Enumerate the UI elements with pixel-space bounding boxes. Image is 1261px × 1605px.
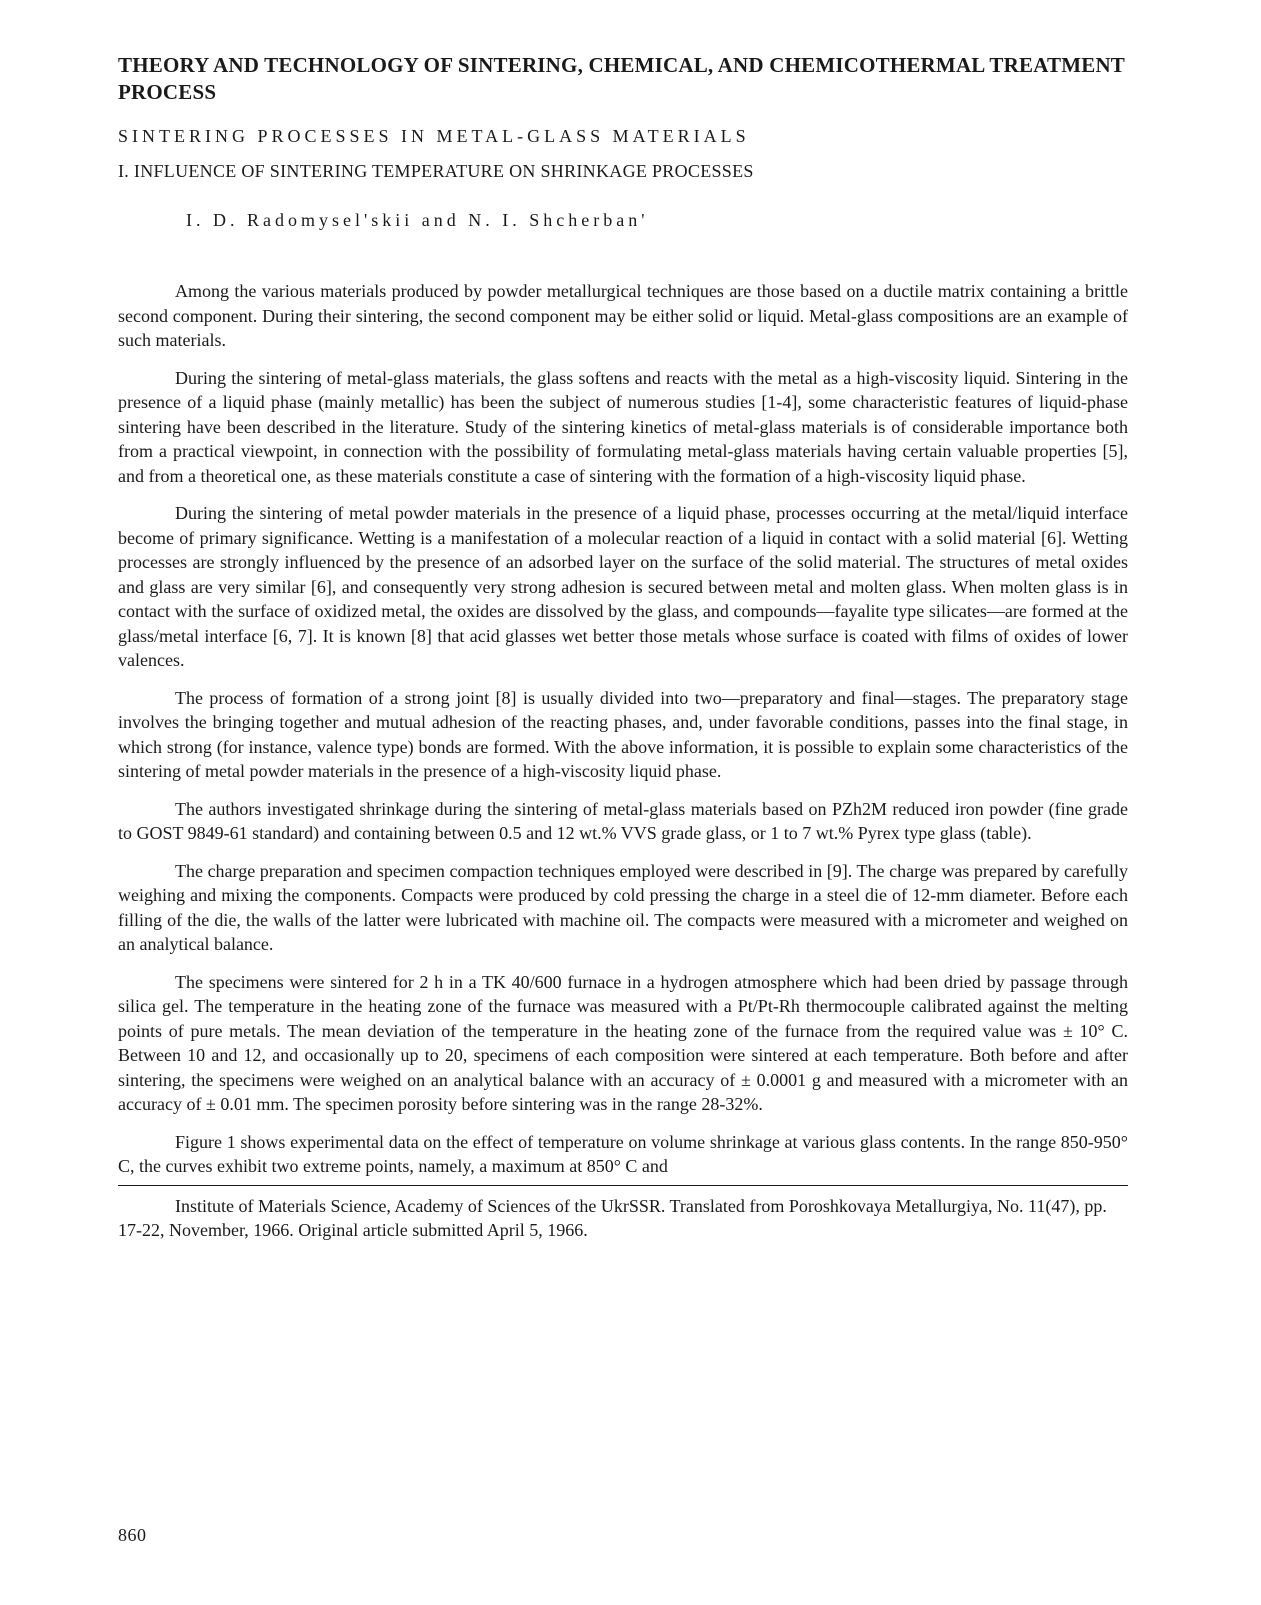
paragraph: The process of formation of a strong joint [8] is usually divided into two—preparatory and final—stages. The preparatory stage involves the bringing together and mutual adhesion of the reacting phases, and, under favorable conditions, passes into the final stage, in which strong (for instance, valence type) bonds are formed. With the above information, it is possible to explain some characteristics of the sintering of metal powder materials in the presence of a high-viscosity liquid phase. [118, 687, 1128, 781]
footnote: Institute of Materials Science, Academy of Sciences of the UkrSSR. Translated from Poroshkovaya Metallurgiya, No. 11(47), pp. 17-22, November, 1966. Original article submitted April 5, 1966. [118, 1195, 1107, 1240]
page-number: 860 [118, 1525, 147, 1545]
paragraph: During the sintering of metal-glass materials, the glass softens and reacts with the metal as a high-viscosity liquid. Sintering in the presence of a liquid phase (mainly metallic) has been the subject of numerous studies [1-4], some characteristic features of liquid-phase sintering have been described in the literature. Study of the sintering kinetics of metal-glass materials is of considerable importance both from a practical viewpoint, in connection with the possibility of formulating metal-glass materials having certain valuable properties [5], and from a theoretical one, as these materials constitute a case of sintering with the formation of a high-viscosity liquid phase. [118, 367, 1128, 486]
authors: I. D. Radomysel'skii and N. I. Shcherban' [186, 210, 649, 230]
article-page [118, 52, 1128, 1242]
article-subtitle: I. INFLUENCE OF SINTERING TEMPERATURE ON SHRINKAGE PROCESSES [118, 161, 754, 181]
article-title: SINTERING PROCESSES IN METAL-GLASS MATERIALS [118, 126, 750, 146]
paragraph: The authors investigated shrinkage during the sintering of metal-glass materials based on PZh2M reduced iron powder (fine grade to GOST 9849-61 standard) and containing between 0.5 and 12 wt.% VVS grade glass, or 1 to 7 wt.% Pyrex type glass (table). [118, 798, 1128, 843]
article-body [118, 279, 1128, 1179]
paragraph: During the sintering of metal powder materials in the presence of a liquid phase, processes occurring at the metal/liquid interface become of primary significance. Wetting is a manifestation of a molecular reaction of a liquid in contact with a solid material [6]. Wetting processes are strongly influenced by the presence of an adsorbed layer on the surface of the solid material. The structures of metal oxides and glass are very similar [6], and consequently very strong adhesion is secured between metal and molten glass. When molten glass is in contact with the surface of oxidized metal, the oxides are dissolved by the glass, and compounds—fayalite type silicates—are formed at the glass/metal interface [6, 7]. It is known [8] that acid glasses wet better those metals whose surface is coated with films of oxides of lower valences. [118, 503, 1128, 670]
footnote-divider [118, 1185, 1128, 1186]
paragraph: The charge preparation and specimen compaction techniques employed were described in [9]. The charge was prepared by carefully weighing and mixing the components. Compacts were produced by cold pressing the charge in a steel die of 12-mm diameter. Before each filling of the die, the walls of the latter were lubricated with machine oil. The compacts were measured with a micrometer and weighed on an analytical balance. [118, 860, 1128, 954]
section-heading: THEORY AND TECHNOLOGY OF SINTERING, CHEMICAL, AND CHEMICOTHERMAL TREATMENT PROCESS [118, 53, 1125, 104]
paragraph: The specimens were sintered for 2 h in a TK 40/600 furnace in a hydrogen atmosphere which had been dried by passage through silica gel. The temperature in the heating zone of the furnace was measured with a Pt/Pt-Rh thermocouple calibrated against the melting points of pure metals. The mean deviation of the temperature in the heating zone of the furnace from the required value was ± 10° C. Between 10 and 12, and occasionally up to 20, specimens of each composition were sintered at each temperature. Both before and after sintering, the specimens were weighed on an analytical balance with an accuracy of ± 0.0001 g and measured with a micrometer with an accuracy of ± 0.01 mm. The specimen porosity before sintering was in the range 28-32%. [118, 971, 1128, 1114]
paragraph: Figure 1 shows experimental data on the effect of temperature on volume shrinkage at various glass contents. In the range 850-950° C, the curves exhibit two extreme points, namely, a maximum at 850° C and [118, 1131, 1128, 1176]
paragraph: Among the various materials produced by powder metallurgical techniques are those based on a ductile matrix containing a brittle second component. During their sintering, the second component may be either solid or liquid. Metal-glass compositions are an example of such materials. [118, 281, 1128, 350]
